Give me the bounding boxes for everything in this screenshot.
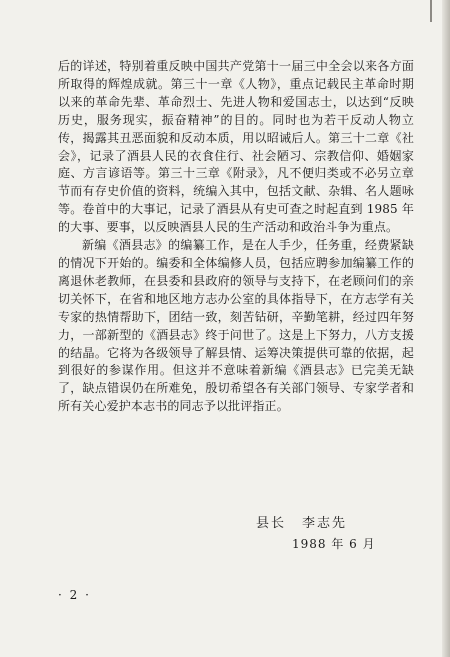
signature-block: [256, 514, 426, 554]
signer-title: 县长: [256, 516, 287, 531]
page-number: · 2 ·: [58, 588, 91, 602]
paragraph-1: 后的详述，特别着重反映中国共产党第十一届三中全会以来各方面所取得的辉煌成就。第三十一章《人物》，重点记载民主革命时期以来的革命先辈、革命烈士、先进人物和爱国志士，以达到“反映历史，服务现实，振奋精神”的目的。同时也为若干反动人物立传，揭露其丑恶面貌和反动本质，用以昭诫后人。第三十二章《社会》，记录了酒县人民的衣食住行、社会陋习、宗教信仰、婚姻家庭、方言谚语等。第三十三章《附录》，凡不便归类或不必另立章节而有存史价值的资料，统编入其中，包括文献、杂辑、名人题咏等。卷首中的大事记，记录了酒县从有史可查之时起直到 1985 年的大事、要事，以反映酒县人民的生产活动和政治斗争为重点。: [58, 59, 414, 235]
page-edge-shadow: [442, 0, 450, 657]
binding-mark: [430, 0, 432, 22]
body-text: [58, 58, 414, 416]
signer-name: 李志先: [302, 516, 348, 531]
paragraph-2: 新编《酒县志》的编纂工作，是在人手少，任务重，经费紧缺的情况下开始的。编委和全体编修人员，包括应聘参加编纂工作的离退休老教师，在县委和县政府的领导与支持下，在老顾问们的亲切关怀下，在省和地区地方志办公室的具体指导下，在方志学有关专家的热情帮助下，团结一致，刻苦钻研，辛勤笔耕，经过四年努力，一部新型的《酒县志》终于问世了。这是上下努力，八方支援的结晶。它将为各级领导了解县情、运筹决策提供可靠的依据，起到很好的参谋作用。但这并不意味着新编《酒县志》已完美无缺了，缺点错误仍在所难免，殷切希望各有关部门领导、专家学者和所有关心爱护本志书的同志予以批评指正。: [58, 238, 414, 414]
signature-date: 1988 年 6 月: [292, 537, 376, 551]
signature-line: [256, 514, 426, 534]
